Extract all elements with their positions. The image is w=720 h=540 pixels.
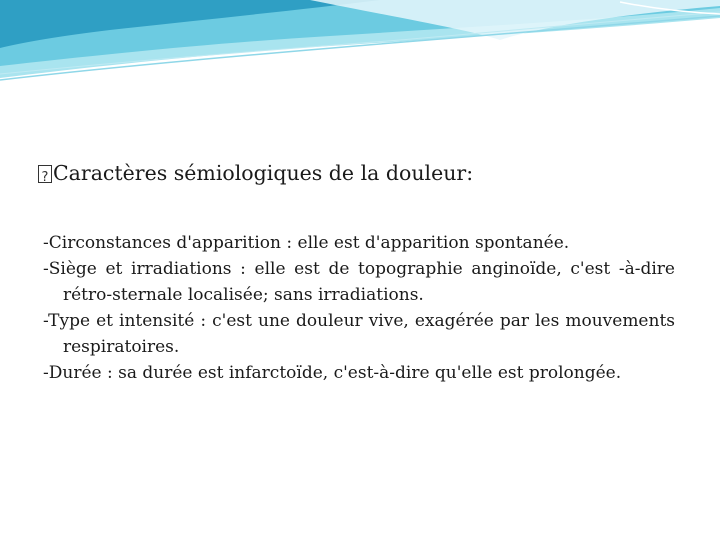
header-wave-decoration bbox=[0, 0, 720, 90]
slide-title bbox=[38, 158, 698, 188]
list-item: -Siège et irradiations : elle est de topographie anginoïde, c'est -à-dire rétro-sternale localisée; sans irradiations. bbox=[43, 259, 675, 305]
slide-title-text: Caractères sémiologiques de la douleur: bbox=[53, 161, 474, 185]
list-item: -Type et intensité : c'est une douleur vive, exagérée par les mouvements respiratoires. bbox=[43, 311, 675, 357]
list-item: -Circonstances d'apparition : elle est d'apparition spontanée. bbox=[43, 233, 570, 253]
list-item: -Durée : sa durée est infarctoïde, c'est-à-dire qu'elle est prolongée. bbox=[43, 363, 622, 383]
replacement-glyph-icon bbox=[38, 165, 52, 183]
body-list bbox=[43, 230, 675, 386]
